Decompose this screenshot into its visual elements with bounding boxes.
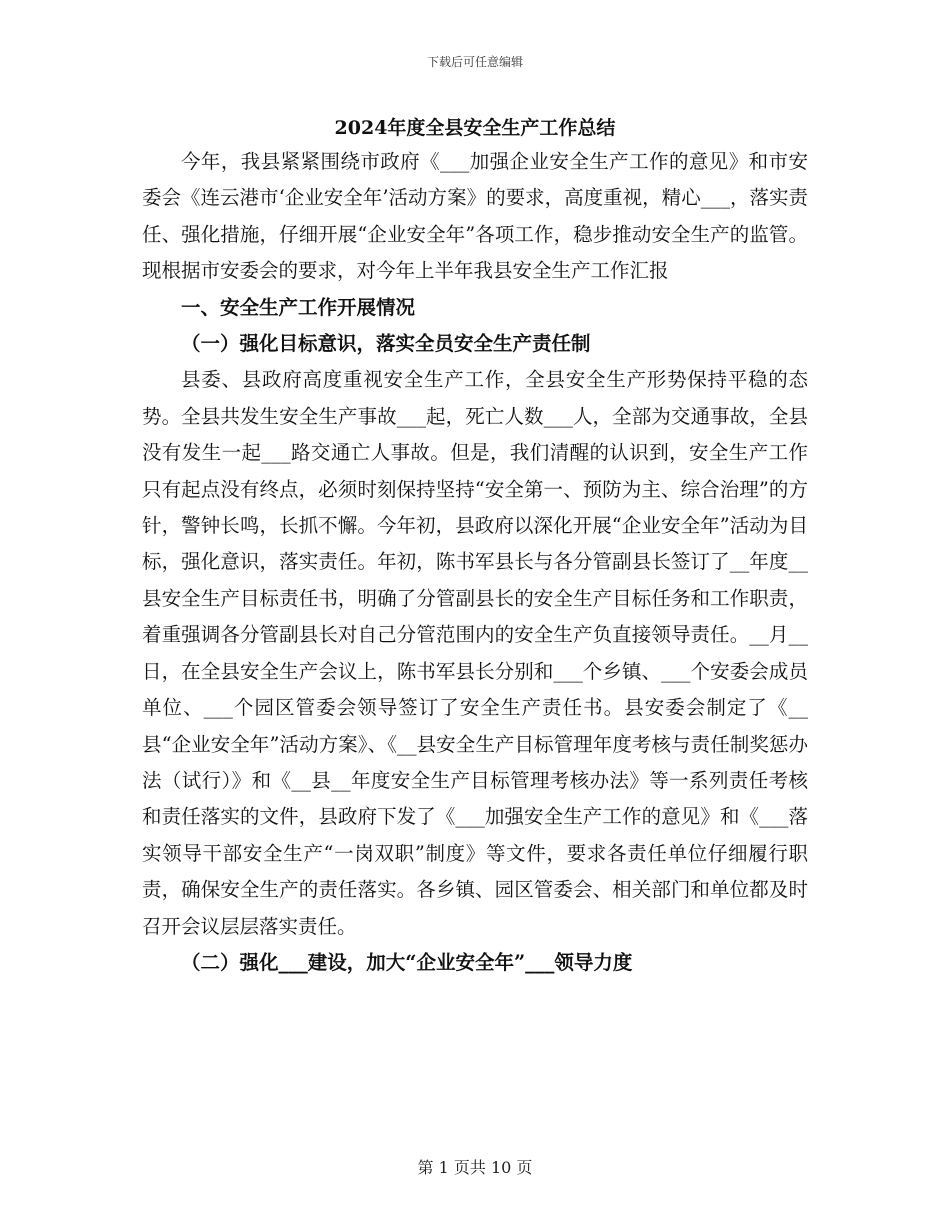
subsection-heading-1: （一）强化目标意识，落实全员安全生产责任制	[181, 332, 591, 356]
document-title: 2024年度全县安全生产工作总结	[334, 117, 616, 139]
page-footer-number: 第 1 页共 10 页	[417, 1158, 533, 1177]
subsection-1-paragraph: 县委、县政府高度重视安全生产工作，全县安全生产形势保持平稳的态势。全县共发生安全生产事故___起，死亡人数___人，全部为交通事故，全县没有发生一起___路交通亡人事故。但是，我们清醒的认识到，安全生产工作只有起点没有终点，必须时刻保持坚持“安全第一、预防为主、综合治理”的方针，警钟长鸣，长抓不懈。今年初，县政府以深化开展“企业安全年”活动为目标，强化意识，落实责任。年初，陈书军县长与各分管副县长签订了__年度__县安全生产目标责任书，明确了分管副县长的安全生产目标任务和工作职责，着重强调各分管副县长对自己分管范围内的安全生产负直接领导责任。__月__日，在全县安全生产会议上，陈书军县长分别和___个乡镇、___个安委会成员单位、___个园区管委会领导签订了安全生产责任书。县安委会制定了《__县“企业安全年”活动方案》、《__县安全生产目标管理年度考核与责任制奖惩办法（试行）》和《__县__年度安全生产目标管理考核办法》等一系列责任考核和责任落实的文件，县政府下发了《___加强安全生产工作的意见》和《___落实领导干部安全生产“一岗双职”制度》等文件，要求各责任单位仔细履行职责，确保安全生产的责任落实。各乡镇、园区管委会、相关部门和单位都及时召开会议层层落实责任。	[142, 368, 808, 938]
intro-paragraph: 今年，我县紧紧围绕市政府《___加强企业安全生产工作的意见》和市安委会《连云港市‘企业安全年’活动方案》的要求，高度重视，精心___，落实责任、强化措施，仔细开展“企业安全年”各项工作，稳步推动安全生产的监管。现根据市安委会的要求，对今年上半年我县安全生产工作汇报	[142, 150, 808, 283]
document-body	[142, 112, 808, 981]
page-header-note: 下载后可任意编辑	[426, 55, 523, 69]
subsection-heading-2: （二）强化___建设，加大“企业安全年”___领导力度	[181, 950, 633, 974]
section-heading-1: 一、安全生产工作开展情况	[181, 295, 416, 319]
